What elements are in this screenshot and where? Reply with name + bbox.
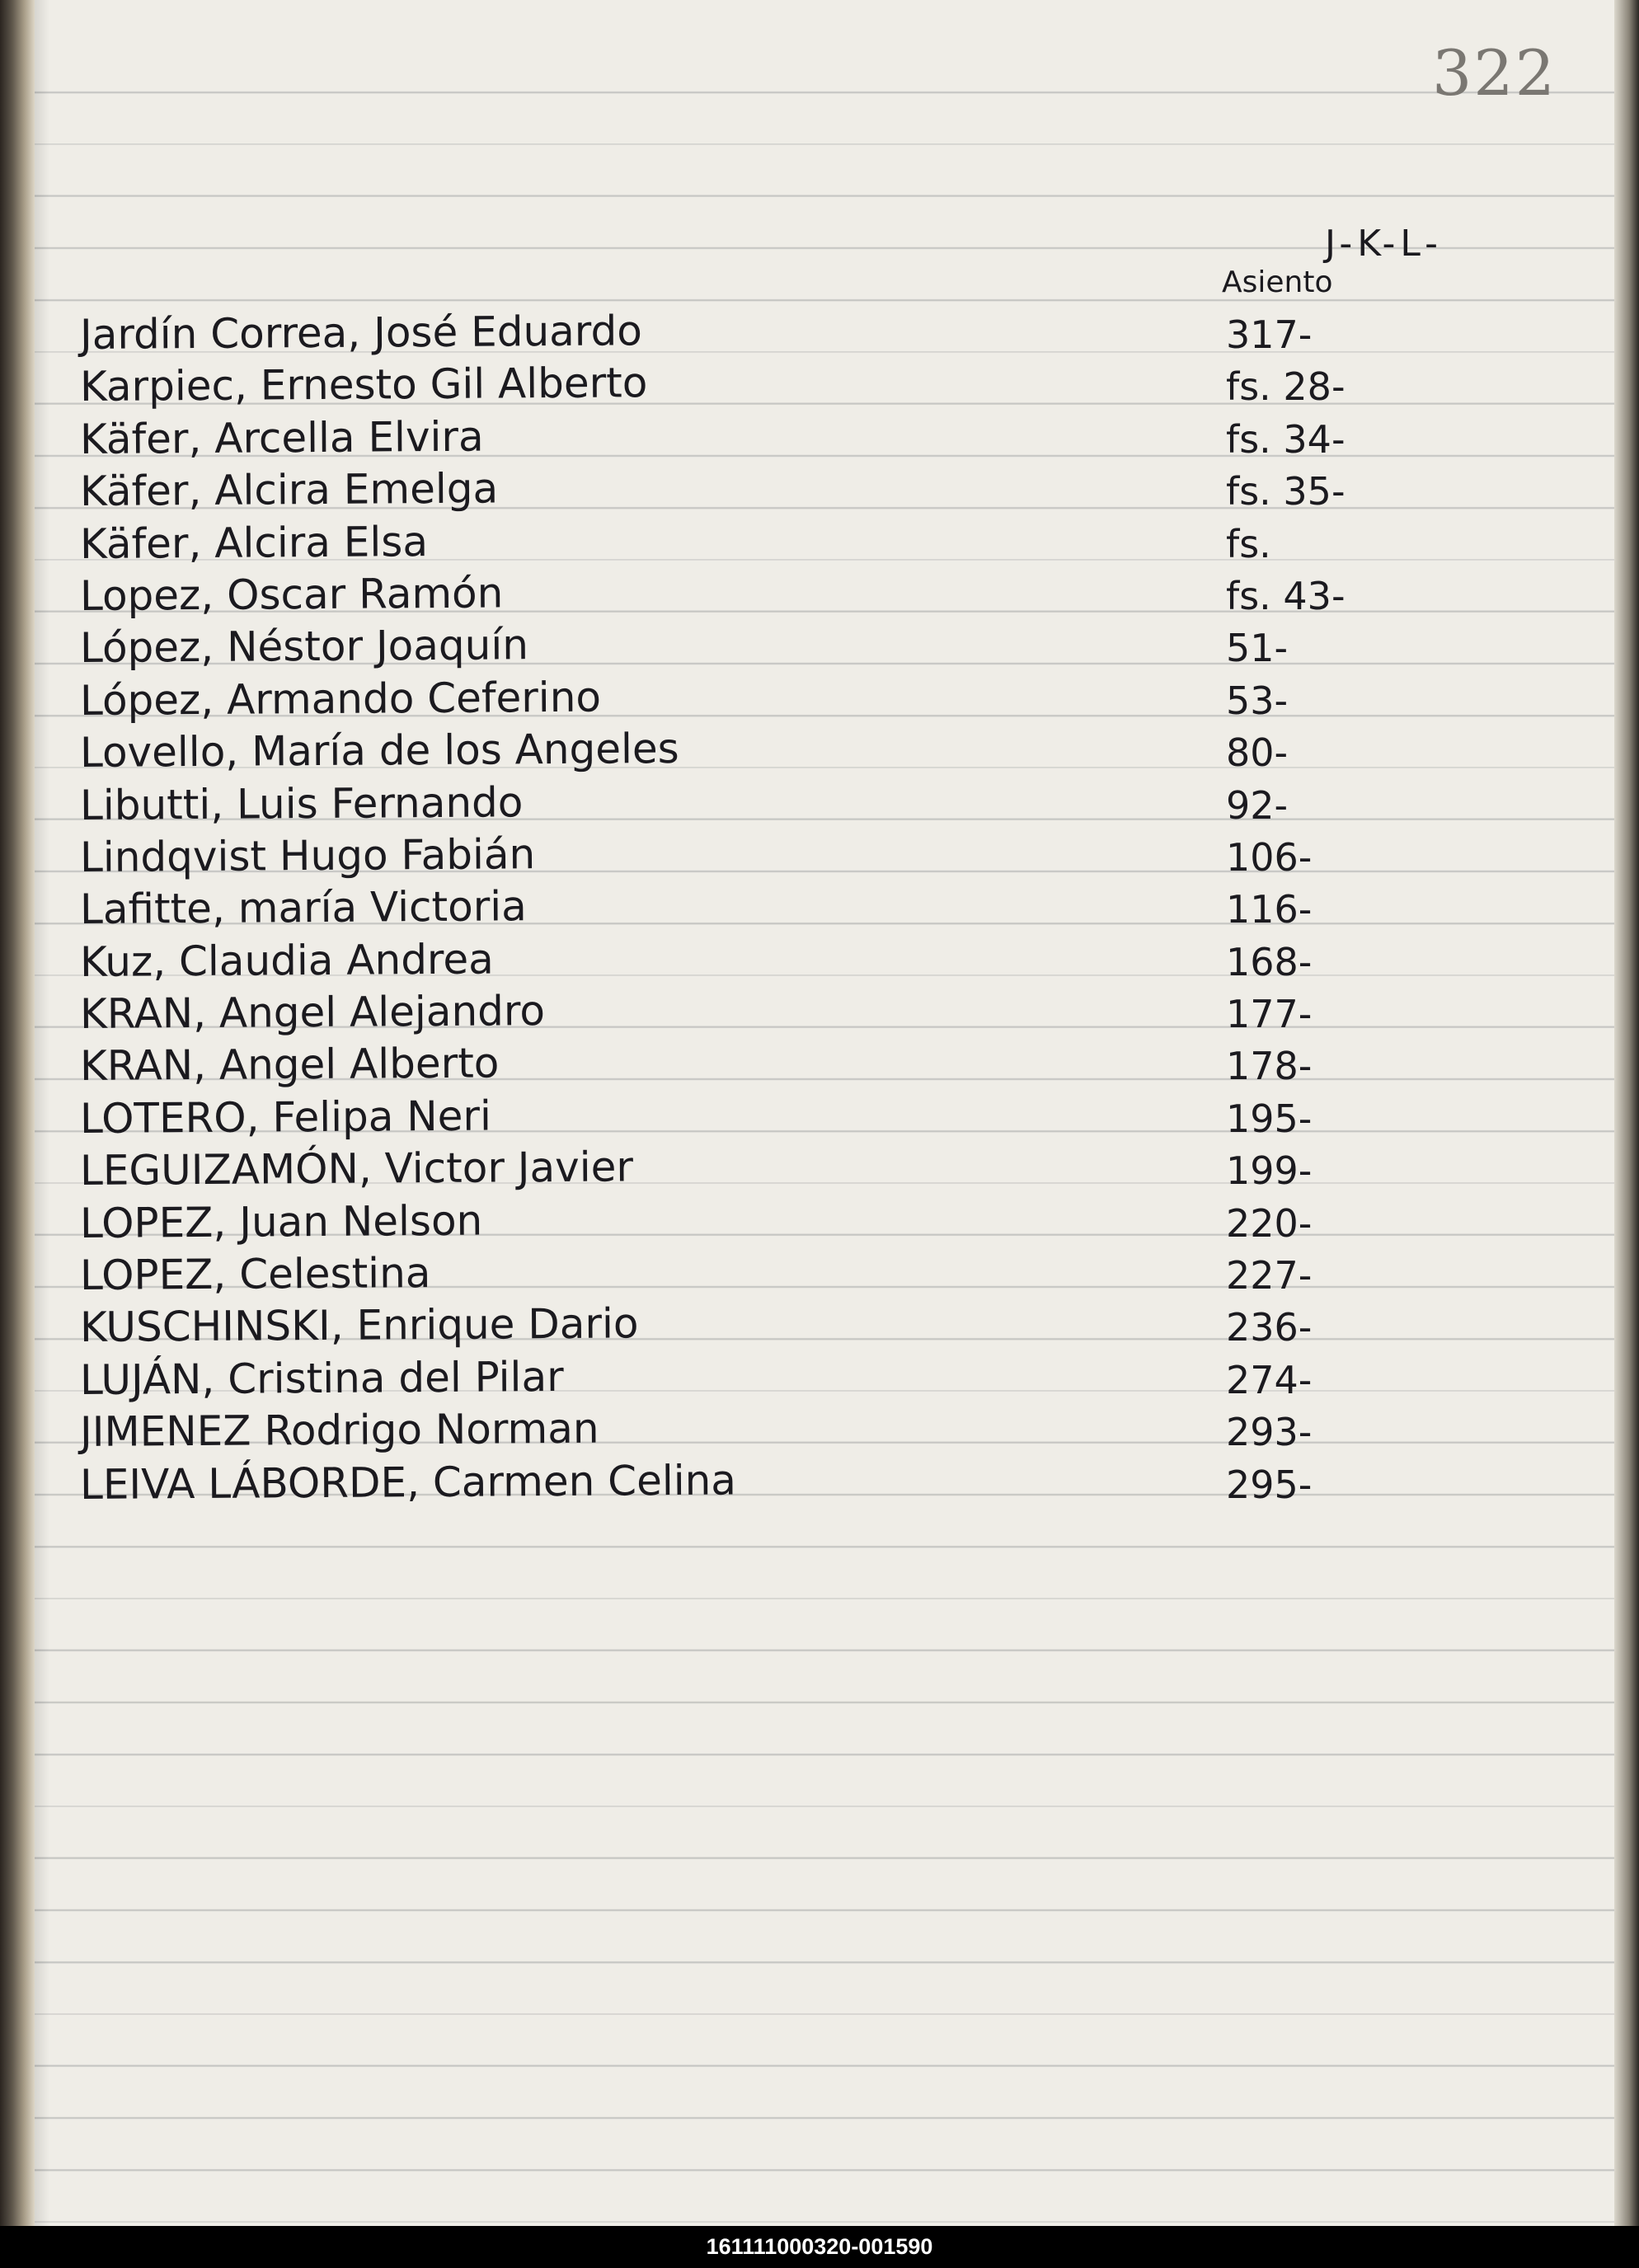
entry-name: Käfer, Alcira Emelga [79, 464, 499, 516]
entry-seat: fs. 35- [1226, 469, 1345, 514]
entry-name: LOPEZ, Juan Nelson [79, 1196, 483, 1247]
ledger-entry [80, 361, 1449, 413]
entry-seat: 195- [1226, 1096, 1313, 1141]
ledger-entry [80, 519, 1449, 571]
ledger-entry [80, 727, 1449, 779]
entry-seat: 168- [1226, 939, 1313, 984]
entry-seat: 53- [1226, 678, 1289, 723]
page-edge [1614, 0, 1639, 2226]
entry-seat: 236- [1226, 1305, 1313, 1350]
entry-name: López, Néstor Joaquín [79, 621, 529, 673]
scan-id-footer: 161111000320-001590 [0, 2226, 1639, 2268]
entry-name: Lopez, Oscar Ramón [79, 569, 504, 620]
ledger-entry [80, 309, 1449, 361]
entry-seat: 106- [1226, 834, 1313, 880]
ledger-entry [80, 937, 1449, 988]
ledger-entry [80, 1093, 1449, 1145]
entry-seat: fs. 28- [1226, 364, 1345, 410]
entry-seat: 227- [1226, 1253, 1313, 1298]
entry-name: Libutti, Luis Fernando [79, 777, 524, 829]
ledger-entry [80, 622, 1449, 674]
ledger-entry [80, 1198, 1449, 1250]
ledger-entry [79, 1352, 1449, 1406]
ledger-entry [80, 1145, 1449, 1197]
ledger-entry [79, 1299, 1449, 1354]
entry-seat: fs. 34- [1226, 416, 1345, 462]
ledger-entry [80, 571, 1449, 622]
entry-name: KRAN, Angel Alberto [79, 1039, 500, 1091]
entry-seat: 274- [1226, 1357, 1313, 1402]
entry-seat: 220- [1226, 1200, 1313, 1246]
entry-name: Käfer, Alcira Elsa [79, 517, 429, 568]
index-letters: J-K-L- [1325, 223, 1444, 265]
entry-name: KUSCHINSKI, Enrique Dario [79, 1299, 639, 1352]
seat-column-header: Asiento [1222, 265, 1333, 299]
ledger-page [35, 0, 1614, 2226]
entry-name: JIMENEZ Rodrigo Norman [79, 1404, 599, 1457]
entry-name: LUJÁN, Cristina del Pilar [79, 1352, 564, 1404]
entry-seat: 293- [1226, 1410, 1313, 1455]
entry-name: LEIVA LÁBORDE, Carmen Celina [79, 1456, 737, 1509]
entry-name: Kuz, Claudia Andrea [79, 935, 494, 986]
ledger-entry [80, 884, 1449, 936]
ledger-entry [80, 675, 1449, 727]
entry-seat: 317- [1226, 312, 1313, 357]
ledger-entry [80, 1406, 1449, 1458]
entry-name: Karpiec, Ernesto Gil Alberto [79, 359, 648, 411]
entry-list [80, 309, 1449, 1511]
entry-seat: 177- [1226, 992, 1313, 1037]
book-binding [0, 0, 35, 2226]
entry-name: LEGUIZAMÓN, Victor Javier [79, 1143, 634, 1195]
entry-seat: fs. 43- [1226, 573, 1345, 618]
entry-seat: 51- [1226, 626, 1289, 671]
ledger-entry [80, 414, 1449, 466]
entry-seat: fs. [1226, 521, 1271, 566]
entry-name: KRAN, Angel Alejandro [79, 987, 546, 1039]
ledger-entry [79, 1456, 1449, 1511]
entry-name: Käfer, Arcella Elvira [79, 412, 484, 463]
entry-name: Lafitte, maría Victoria [79, 882, 528, 934]
entry-name: Lindqvist Hugo Fabián [79, 830, 536, 881]
page-number: 322 [1431, 36, 1557, 110]
entry-seat: 199- [1226, 1148, 1313, 1194]
entry-name: LOTERO, Felipa Neri [79, 1092, 492, 1143]
entry-name: Lovello, María de los Angeles [79, 725, 679, 777]
entry-seat: 80- [1226, 730, 1289, 776]
entry-seat: 116- [1226, 887, 1313, 932]
ledger-entry [79, 777, 1449, 832]
entry-name: LOPEZ, Celestina [79, 1249, 431, 1300]
ledger-entry [80, 988, 1449, 1040]
entry-seat: 178- [1226, 1044, 1313, 1089]
entry-seat: 92- [1226, 782, 1289, 828]
ledger-entry [80, 466, 1449, 518]
entry-seat: 295- [1226, 1462, 1313, 1507]
ledger-entry [80, 1040, 1449, 1092]
ledger-entry [80, 1250, 1449, 1302]
ledger-entry [80, 832, 1449, 884]
entry-name: López, Armando Ceferino [79, 673, 602, 725]
entry-name: Jardín Correa, José Eduardo [79, 307, 642, 359]
